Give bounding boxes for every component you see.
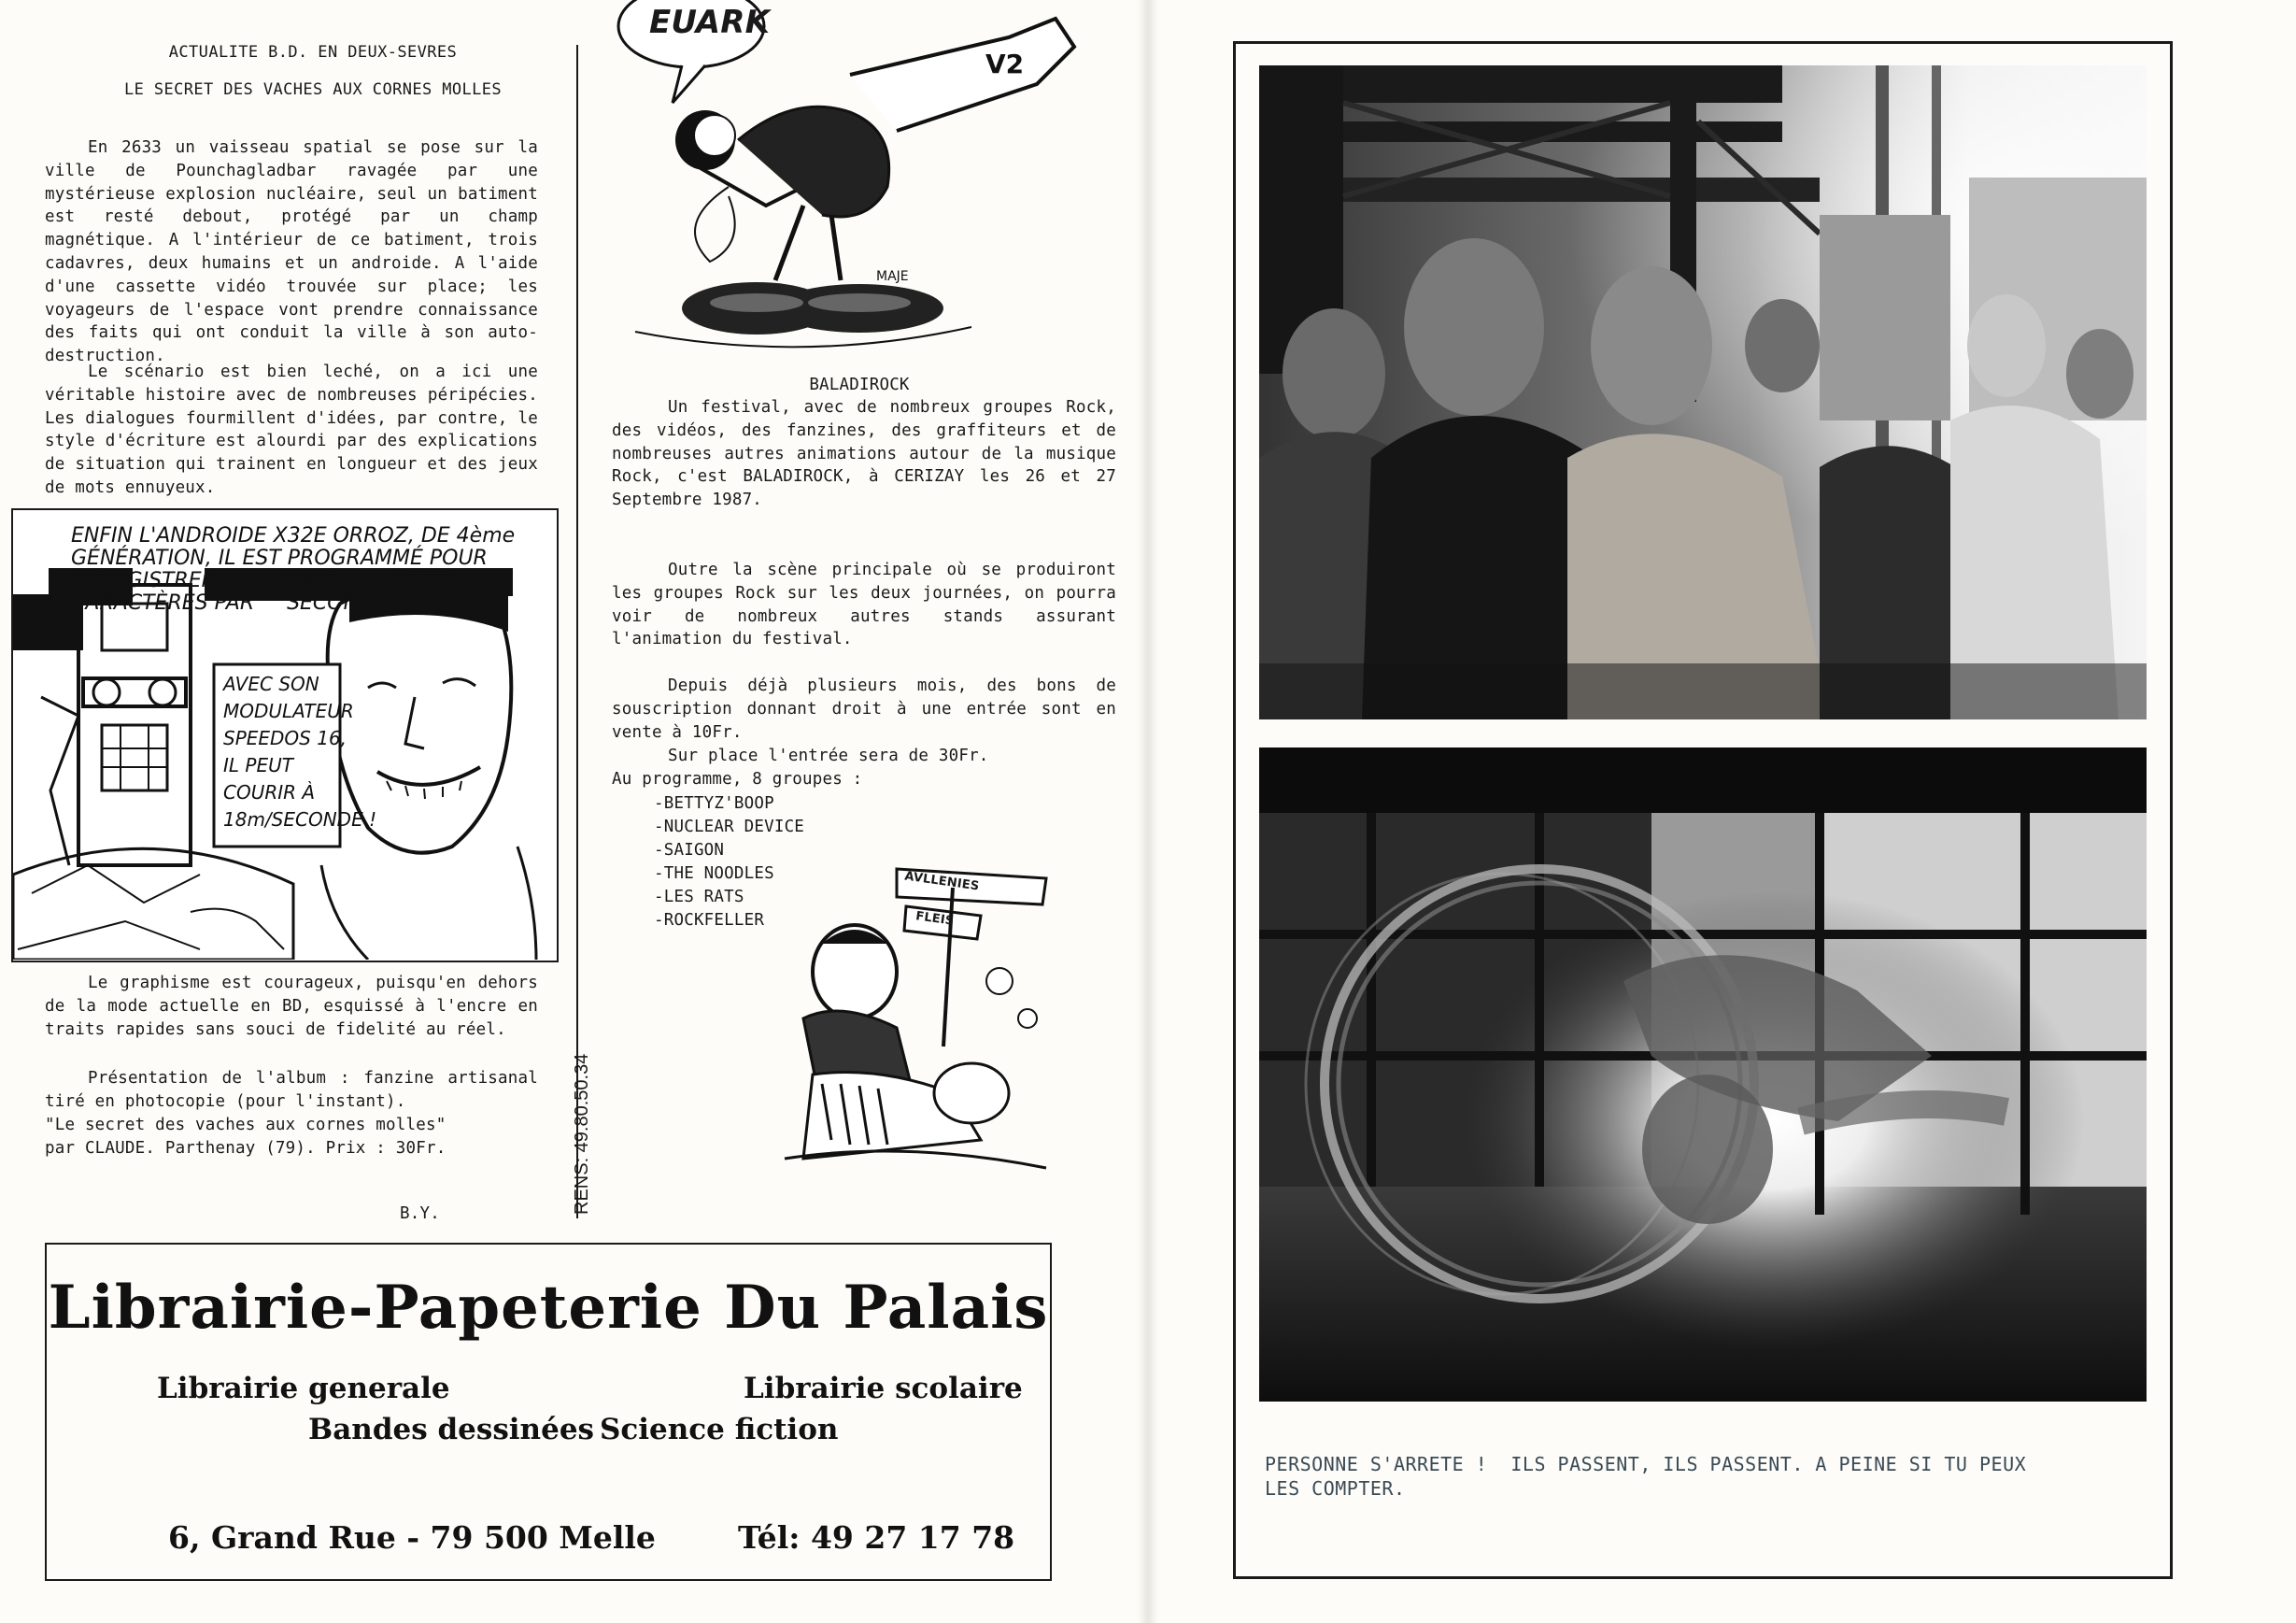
signpost-text-1: AVLLENIES xyxy=(903,869,981,894)
baladirock-paragraph-4: Sur place l'entrée sera de 30Fr. xyxy=(668,747,989,765)
comic-caption: ENFIN L'ANDROIDE X32E ORROZ, DE 4ème GÉNÉRATION, IL EST PROGRAMMÉ POUR ENREGISTRER 2000 CARACTÈRES PAR SECONDE ! xyxy=(71,524,516,615)
article-paragraph-5b: par CLAUDE. Parthenay (79). Prix : 30Fr. xyxy=(45,1139,446,1158)
section-heading: ACTUALITE B.D. EN DEUX-SEVRES xyxy=(168,43,458,62)
ad-school-bookstore: Librairie scolaire xyxy=(744,1372,1023,1405)
photo-caption: PERSONNE S'ARRETE ! ILS PASSENT, ILS PASSENT. A PEINE SI TU PEUX LES COMPTER. xyxy=(1265,1453,2027,1500)
article-paragraph-4: Présentation de l'album : fanzine artisanal tiré en photocopie (pour l'instant). xyxy=(45,1069,538,1111)
band-item: -THE NOODLES xyxy=(654,864,774,883)
band-item: -NUCLEAR DEVICE xyxy=(654,818,805,836)
ad-phone: Tél: 49 27 17 78 xyxy=(738,1519,1015,1556)
page-gutter xyxy=(1138,0,1158,1623)
svg-text:V2: V2 xyxy=(985,49,1025,79)
baladirock-title: BALADIROCK xyxy=(809,376,910,394)
band-item: -SAIGON xyxy=(654,841,725,860)
photo-crowd-image xyxy=(1259,65,2147,719)
ad-science-fiction: Science fiction xyxy=(600,1413,839,1446)
baladirock-paragraph-5: Au programme, 8 groupes : xyxy=(612,770,863,789)
baladirock-paragraph-2: Outre la scène principale où se produiront les groupes Rock sur les deux journées, on pourra voir de nombreux autres stands assurant l'animation du festival. xyxy=(612,561,1116,649)
baladirock-paragraph-3: Depuis déjà plusieurs mois, des bons de souscription donnant droit à une entrée sont en vente à 10Fr. xyxy=(612,676,1116,742)
photo-wheelchair xyxy=(1259,747,2147,1402)
ad-title: Librairie-Papeterie Du Palais xyxy=(48,1273,1049,1343)
rock-singer-cartoon xyxy=(617,0,1102,355)
ad-address: 6, Grand Rue - 79 500 Melle xyxy=(168,1519,656,1556)
band-item: -BETTYZ'BOOP xyxy=(654,794,774,813)
article-paragraph-2: Le scénario est bien leché, on a ici une véritable histoire avec de nombreuses péripécies. Les dialogues fourmillent d'idées, par contre, le style d'écriture est alourdi par des explications de situation qui trainent en longueur et des jeux de mots ennuyeux. xyxy=(45,363,538,497)
article-paragraph-5a: "Le secret des vaches aux cornes molles" xyxy=(45,1116,446,1134)
comic-speech-bubble: AVEC SON MODULATEUR SPEEDOS 16, IL PEUT COURIR À 18m/SECONDE ! xyxy=(223,673,377,831)
cartoon-shout: EUARK xyxy=(649,4,771,41)
article-signature: B.Y. xyxy=(400,1204,440,1223)
band-item: -ROCKFELLER xyxy=(654,911,765,930)
band-item: -LES RATS xyxy=(654,888,744,906)
article-paragraph-3: Le graphisme est courageux, puisqu'en dehors de la mode actuelle en BD, esquissé à l'encre en traits rapides sans souci de fidelité au réel. xyxy=(45,974,538,1039)
ad-comics: Bandes dessinées xyxy=(308,1413,594,1446)
baladirock-paragraph-1: Un festival, avec de nombreux groupes Rock, des vidéos, des fanzines, des graffiteurs et de nombreuses autres animations autour de la musique Rock, c'est BALADIROCK, à CERIZAY les 26 et 27 Septembre 1987. xyxy=(612,398,1116,510)
comic-panel xyxy=(11,508,559,962)
ad-general-bookstore: Librairie generale xyxy=(157,1372,450,1405)
column-divider xyxy=(576,45,578,1218)
svg-text:MAJE: MAJE xyxy=(876,269,909,284)
signpost-text-2: FLEIS xyxy=(914,909,956,929)
photo-crowd xyxy=(1259,65,2147,719)
article-paragraph-1: En 2633 un vaisseau spatial se pose sur la ville de Pounchagladbar ravagée par une mystérieuse explosion nucléaire, seul un batiment est resté debout, protégé par un champ magnétique. A l'intérieur de ce batiment, trois cadavres, deux humains et un androide. A l'aide d'une cassette vidéo trouvée sur place; les voyageurs de l'espace vont prendre connaissance des faits qui ont conduit la ville à son auto-destruction. xyxy=(45,138,538,366)
photo-wheelchair-image xyxy=(1259,747,2147,1402)
article-title: LE SECRET DES VACHES AUX CORNES MOLLES xyxy=(123,80,503,99)
rens-phone-vertical: RENS: 49.80.50.34 xyxy=(572,1053,592,1215)
